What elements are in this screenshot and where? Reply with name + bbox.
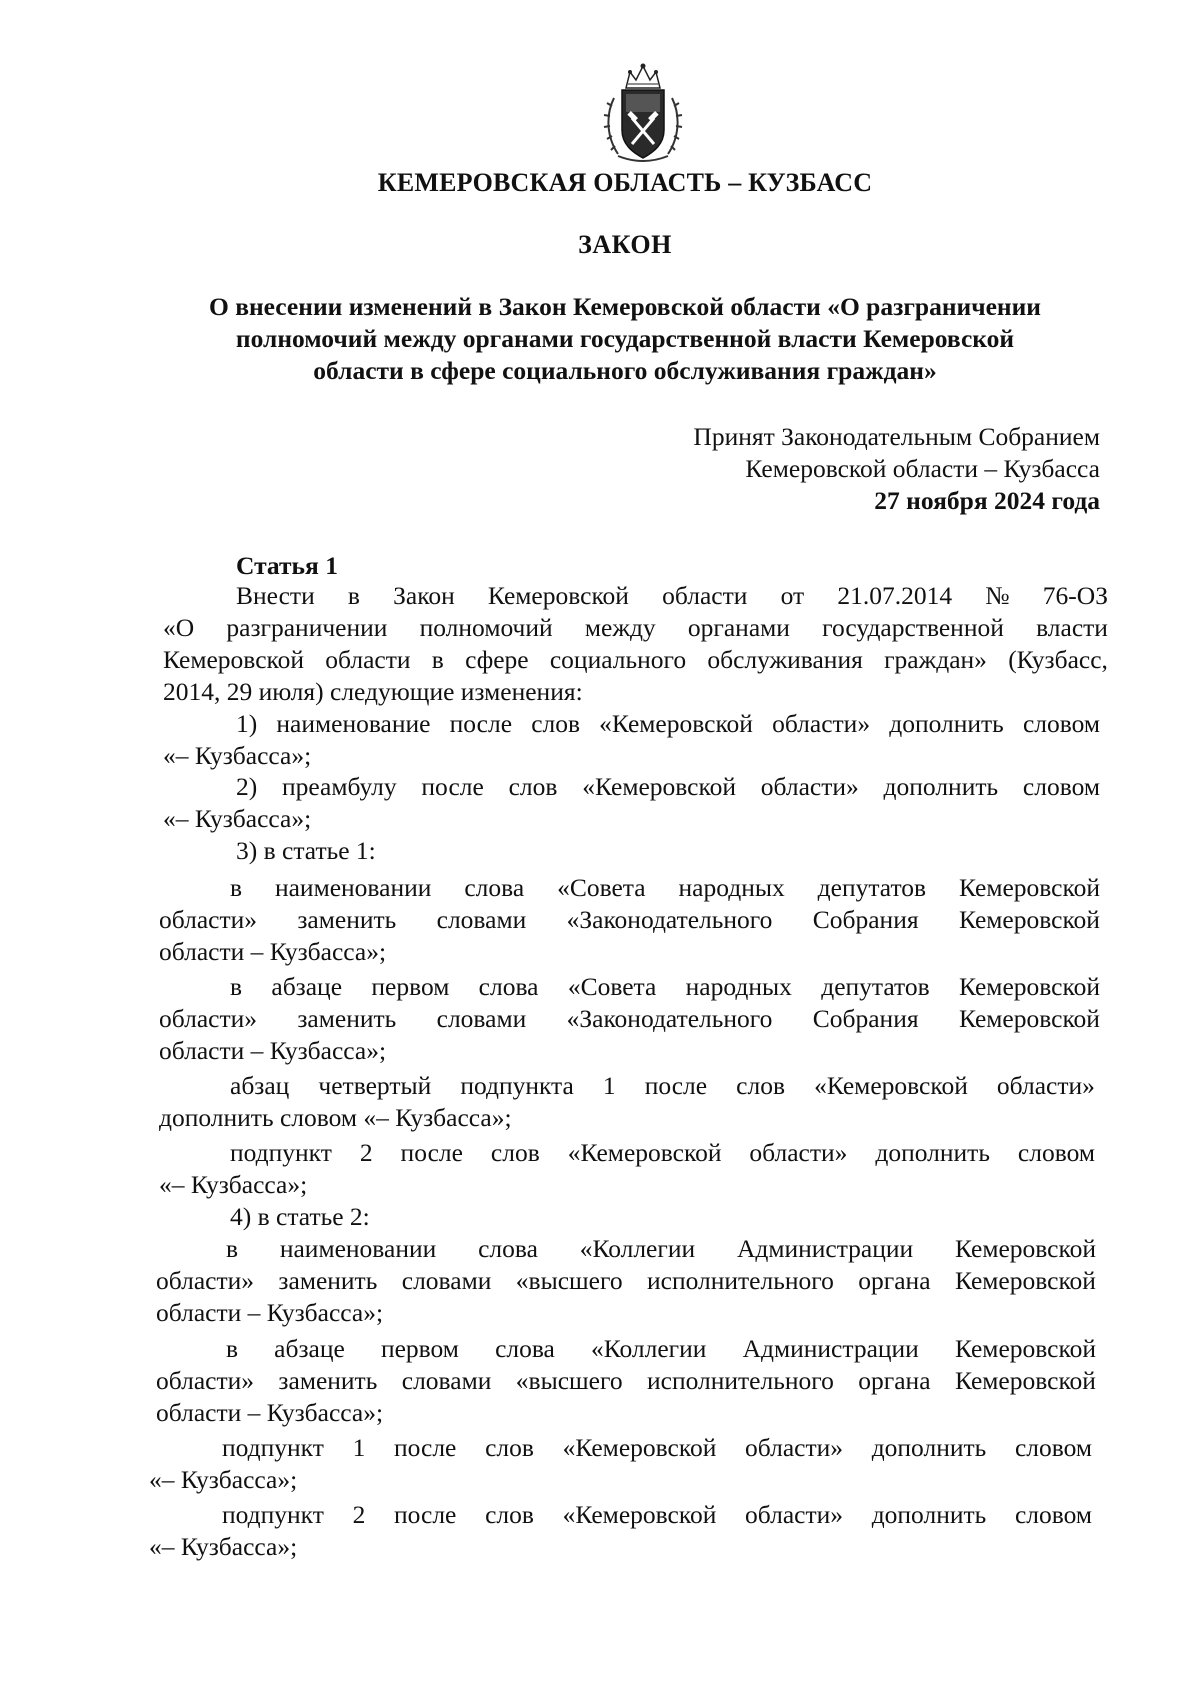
law-title — [150, 291, 1100, 387]
article-word: разграничении — [226, 613, 388, 642]
article-line: «– Кузбасса»; — [149, 1465, 298, 1494]
article-word: четвертый — [318, 1071, 432, 1100]
article-word: слова — [464, 873, 525, 902]
article-word: абзаце — [274, 1334, 345, 1363]
article-word: дополнить — [889, 709, 1004, 738]
article-word: слов — [508, 772, 558, 801]
article-line — [230, 873, 1100, 903]
article-word: «О — [163, 613, 195, 642]
article-word: области» — [745, 1500, 844, 1529]
article-word: органа — [858, 1266, 931, 1295]
article-word: после — [393, 1500, 457, 1529]
article-line: дополнить словом «– Кузбасса»; — [159, 1103, 512, 1132]
article-word: после — [393, 1433, 457, 1462]
article-word: после — [400, 1138, 463, 1167]
article-line — [236, 581, 1108, 611]
article-word: «Кемеровской — [562, 1500, 717, 1529]
document-type: ЗАКОН — [578, 230, 672, 259]
article-word: «высшего — [515, 1366, 623, 1395]
article-word: словами — [436, 1004, 527, 1033]
article-word: «Кемеровской — [599, 709, 753, 738]
article-word: первом — [380, 1334, 459, 1363]
article-word: абзац — [230, 1071, 290, 1100]
article-line: области – Кузбасса»; — [156, 1398, 384, 1427]
law-title-line: О внесении изменений в Закон Кемеровской области «О разграничении — [209, 292, 1041, 321]
article-word: от — [780, 581, 805, 610]
article-word: словом — [1017, 1138, 1095, 1167]
article-word: в — [226, 1234, 239, 1263]
article-word: полномочий — [419, 613, 553, 642]
article-word: Кемеровской — [954, 1334, 1096, 1363]
article-word: «Законодательного — [566, 905, 773, 934]
article-word: в — [230, 972, 243, 1001]
law-title-line: полномочий между органами государственной власти Кемеровской — [235, 324, 1015, 353]
article-word: народных — [678, 873, 785, 902]
article-word: подпункт — [222, 1500, 324, 1529]
article-line — [236, 772, 1100, 802]
adoption-line: Принят Законодательным Собранием — [693, 422, 1100, 451]
article-word: заменить — [297, 905, 397, 934]
article-line — [156, 1266, 1096, 1296]
article-word: 1) — [236, 709, 258, 738]
article-line — [222, 1433, 1092, 1463]
article-line: «– Кузбасса»; — [163, 804, 312, 833]
article-word: слова — [478, 972, 539, 1001]
article-word: социального — [549, 645, 687, 674]
article-word: области» — [749, 1138, 848, 1167]
article-word: «Совета — [557, 873, 646, 902]
article-word: Кемеровской — [958, 1004, 1100, 1033]
article-word: «Законодательного — [566, 1004, 773, 1033]
article-word: обслуживания — [707, 645, 863, 674]
article-word: после — [449, 709, 513, 738]
article-word: после — [644, 1071, 708, 1100]
article-word: слова — [478, 1234, 538, 1263]
article-word: «Кемеровской — [814, 1071, 968, 1100]
adoption-line: Кемеровской области – Кузбасса — [745, 454, 1100, 483]
article-word: заменить — [278, 1266, 378, 1295]
article-word: депутатов — [821, 972, 930, 1001]
article-line — [230, 972, 1100, 1002]
article-line — [163, 645, 1108, 675]
article-word: заменить — [297, 1004, 397, 1033]
article-word: граждан» — [884, 645, 987, 674]
article-word: дополнить — [871, 1500, 987, 1529]
article-word: 2 — [359, 1138, 373, 1167]
article-word: области» — [772, 709, 871, 738]
article-word: (Кузбасс, — [1008, 645, 1108, 674]
region-name: КЕМЕРОВСКАЯ ОБЛАСТЬ – КУЗБАСС — [377, 168, 873, 197]
article-word: депутатов — [817, 873, 927, 902]
article-word: словом — [1014, 1433, 1092, 1462]
article-word: 21.07.2014 — [837, 581, 953, 610]
article-word: словом — [1022, 772, 1100, 801]
article-word: Кемеровской — [958, 972, 1100, 1001]
article-word: словами — [436, 905, 527, 934]
article-word: области» — [156, 1266, 254, 1295]
article-word: исполнительного — [647, 1266, 834, 1295]
article-word: подпункт — [222, 1433, 324, 1462]
article-word: «Кемеровской — [562, 1433, 717, 1462]
article-word: «Коллегии — [579, 1234, 696, 1263]
article-word: Кемеровской — [954, 1366, 1096, 1395]
article-line — [236, 709, 1100, 739]
article-word: № — [985, 581, 1010, 610]
article-word: области» — [760, 772, 859, 801]
article-line — [226, 1334, 1096, 1364]
article-word: Кемеровской — [954, 1266, 1096, 1295]
article-word: слов — [490, 1138, 540, 1167]
article-line: области – Кузбасса»; — [159, 937, 387, 966]
article-word: Кемеровской — [958, 873, 1100, 902]
article-word: области» — [159, 1004, 257, 1033]
article-word: словом — [1014, 1500, 1092, 1529]
article-word: подпункт — [230, 1138, 332, 1167]
article-word: «Коллегии — [591, 1334, 707, 1363]
article-word: в — [431, 645, 444, 674]
article-word: области» — [159, 905, 257, 934]
article-word: области» — [745, 1433, 844, 1462]
article-word: Администрации — [742, 1334, 919, 1363]
article-word: дополнить — [871, 1433, 987, 1462]
adoption-date: 27 ноября 2024 года — [874, 486, 1100, 515]
article-heading: Статья 1 — [236, 551, 338, 580]
article-word: слов — [736, 1071, 786, 1100]
article-word: слов — [485, 1433, 534, 1462]
article-word: слова — [495, 1334, 555, 1363]
article-word: словами — [401, 1266, 492, 1295]
article-word: в — [347, 581, 360, 610]
article-line: области – Кузбасса»; — [159, 1036, 387, 1065]
article-word: в — [226, 1334, 239, 1363]
article-line — [226, 1234, 1096, 1264]
article-word: Собрания — [812, 1004, 919, 1033]
article-word: дополнить — [875, 1138, 990, 1167]
coat-of-arms-icon — [600, 62, 686, 164]
article-word: 1 — [352, 1433, 366, 1462]
article-line: «– Кузбасса»; — [163, 741, 312, 770]
article-line — [159, 905, 1100, 935]
article-word: органами — [687, 613, 790, 642]
law-title-line: области в сфере социального обслуживания граждан» — [313, 356, 937, 385]
article-word: наименовании — [279, 1234, 437, 1263]
article-line: 3) в статье 1: — [236, 836, 376, 865]
article-word: власти — [1036, 613, 1108, 642]
article-word: заменить — [278, 1366, 378, 1395]
article-word: Внести — [236, 581, 315, 610]
article-word: словами — [401, 1366, 492, 1395]
article-word: первом — [371, 972, 450, 1001]
article-word: Собрания — [812, 905, 919, 934]
article-word: народных — [685, 972, 792, 1001]
article-word: государственной — [822, 613, 1004, 642]
article-word: «Кемеровской — [582, 772, 736, 801]
article-word: области» — [156, 1366, 254, 1395]
article-word: Закон — [393, 581, 455, 610]
article-word: Администрации — [736, 1234, 914, 1263]
article-word: после — [421, 772, 484, 801]
article-line — [230, 1138, 1095, 1168]
article-line: «– Кузбасса»; — [159, 1170, 308, 1199]
article-word: между — [584, 613, 656, 642]
article-line — [156, 1366, 1096, 1396]
article-word: 2) — [236, 772, 258, 801]
article-word: 2 — [352, 1500, 366, 1529]
article-word: слов — [531, 709, 581, 738]
article-word: наименование — [276, 709, 431, 738]
article-word: 1 — [602, 1071, 616, 1100]
article-word: Кемеровской — [163, 645, 305, 674]
article-line — [230, 1071, 1095, 1101]
article-word: Кемеровской — [487, 581, 629, 610]
article-line — [163, 613, 1108, 643]
article-word: 76-ОЗ — [1042, 581, 1108, 610]
article-word: области — [325, 645, 411, 674]
article-line: области – Кузбасса»; — [156, 1298, 384, 1327]
article-word: Кемеровской — [954, 1234, 1096, 1263]
article-word: словом — [1022, 709, 1100, 738]
article-word: области» — [996, 1071, 1095, 1100]
adoption-block — [560, 421, 1100, 517]
article-word: органа — [858, 1366, 931, 1395]
article-word: подпункта — [460, 1071, 574, 1100]
article-line: 2014, 29 июля) следующие изменения: — [163, 677, 583, 706]
article-line: 4) в статье 2: — [230, 1202, 370, 1231]
article-word: в — [230, 873, 243, 902]
article-word: «Совета — [567, 972, 657, 1001]
article-word: Кемеровской — [958, 905, 1100, 934]
article-word: дополнить — [883, 772, 999, 801]
article-word: преамбулу — [282, 772, 397, 801]
article-word: абзаце — [271, 972, 343, 1001]
article-word: «высшего — [515, 1266, 623, 1295]
article-line — [222, 1500, 1092, 1530]
article-word: сфере — [465, 645, 529, 674]
article-line — [159, 1004, 1100, 1034]
article-line: «– Кузбасса»; — [149, 1532, 298, 1561]
article-word: области — [662, 581, 748, 610]
article-word: исполнительного — [647, 1366, 834, 1395]
article-word: наименовании — [274, 873, 432, 902]
article-word: слов — [485, 1500, 534, 1529]
article-word: «Кемеровской — [567, 1138, 722, 1167]
